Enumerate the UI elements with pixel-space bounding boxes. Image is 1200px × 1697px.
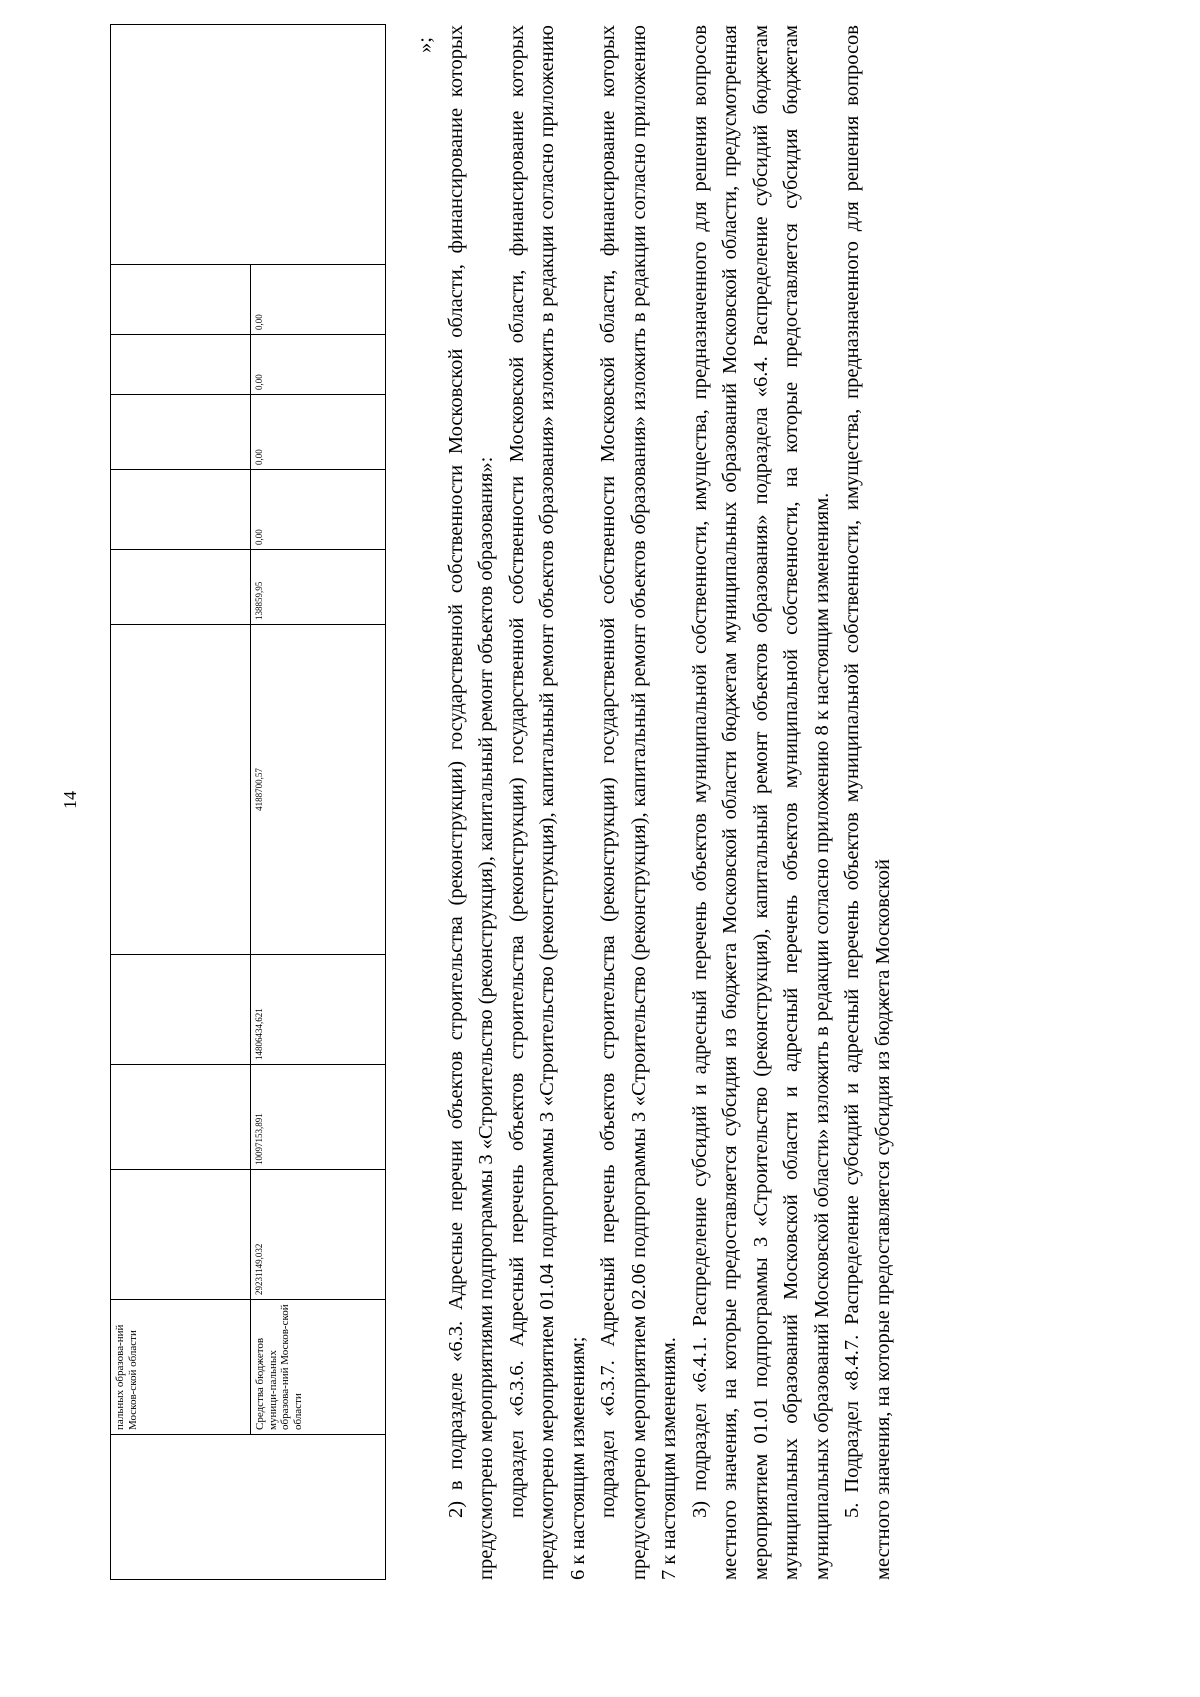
table-cell-value: 0,00 [251,335,386,395]
table-cell [111,1170,251,1300]
table-cell [111,955,251,1065]
paragraph: 3) подраздел «6.4.1. Распределение субсидий и адресный перечень объектов муниципальной собственности, имущества, предназначенного для решения вопросов местного значения, на которые предоставляется субсидия из бюджета Московской области бюджетам муниципальных образований Московской области, предусмотренная мероприятием 01.01 подпрограммы 3 «Строительство (реконструкция), капитальный ремонт объектов образования» подраздела «6.4. Распределение субсидий бюджетам муниципальных образований Московской области и адресный перечень объектов муниципальной собственности, на которые предоставляется субсидия бюджетам муниципальных образований Московской области» изложить в редакции согласно приложению 8 к настоящим изменениям. [688,25,833,1580]
table-cell-value: 29231149,032 [251,1170,386,1300]
document-body [410,25,898,1580]
table-cell [111,395,251,470]
rotated-page [60,25,1090,1580]
table-cell-label: пальных образова-ний Москов-ской области [111,1300,251,1435]
table-cell-value: 0,00 [251,395,386,470]
table-cell [111,1435,386,1580]
paragraph: подраздел «6.3.7. Адресный перечень объектов строительства (реконструкции) государственной собственности Московской области, финансирование которых предусмотрено мероприятием 02.06 подпрограммы 3 «Строительство (реконструкция), капитальный ремонт объектов образования» изложить в редакции согласно приложению 7 к настоящим изменениям. [597,25,680,1580]
table-cell-value: 0,00 [251,265,386,335]
paragraph: 5. Подраздел «8.4.7. Распределение субсидий и адресный перечень объектов муниципальной собственности, имущества, предназначенного для решения вопросов местного значения, на которые предоставляется субсидия из бюджета Московской [841,25,894,1580]
table-cell-value: 138859,95 [251,550,386,625]
closing-quote: »; [414,37,436,53]
table-cell [111,335,251,395]
paragraph: 2) в подразделе «6.3. Адресные перечни объектов строительства (реконструкции) государственной собственности Московской области, финансирование которых предусмотрено мероприятиями подпрограммы 3 «Строительство (реконструкция), капитальный ремонт объектов образования»: [444,25,497,1580]
table-cell [111,470,251,550]
table-cell-value: 4188700,57 [251,625,386,955]
table-cell [111,25,386,265]
table-row [111,25,251,1580]
table-cell [111,265,251,335]
table-cell [111,550,251,625]
table-cell [111,625,251,955]
table-cell-value: 10097153,891 [251,1065,386,1170]
table-cell [111,1065,251,1170]
page-number: 14 [60,791,80,809]
table-cell-label: Средства бюджетов муници-пальных образова-ний Москов-ской области [251,1300,386,1435]
table-cell-value: 0,00 [251,470,386,550]
paragraph: подраздел «6.3.6. Адресный перечень объектов строительства (реконструкции) государственной собственности Московской области, финансирование которых предусмотрено мероприятием 01.04 подпрограммы 3 «Строительство (реконструкция), капитальный ремонт объектов образования» изложить в редакции согласно приложению 6 к настоящим изменениям; [505,25,589,1580]
budget-table-fragment [110,24,386,1580]
table-cell-value: 14806434,621 [251,955,386,1065]
